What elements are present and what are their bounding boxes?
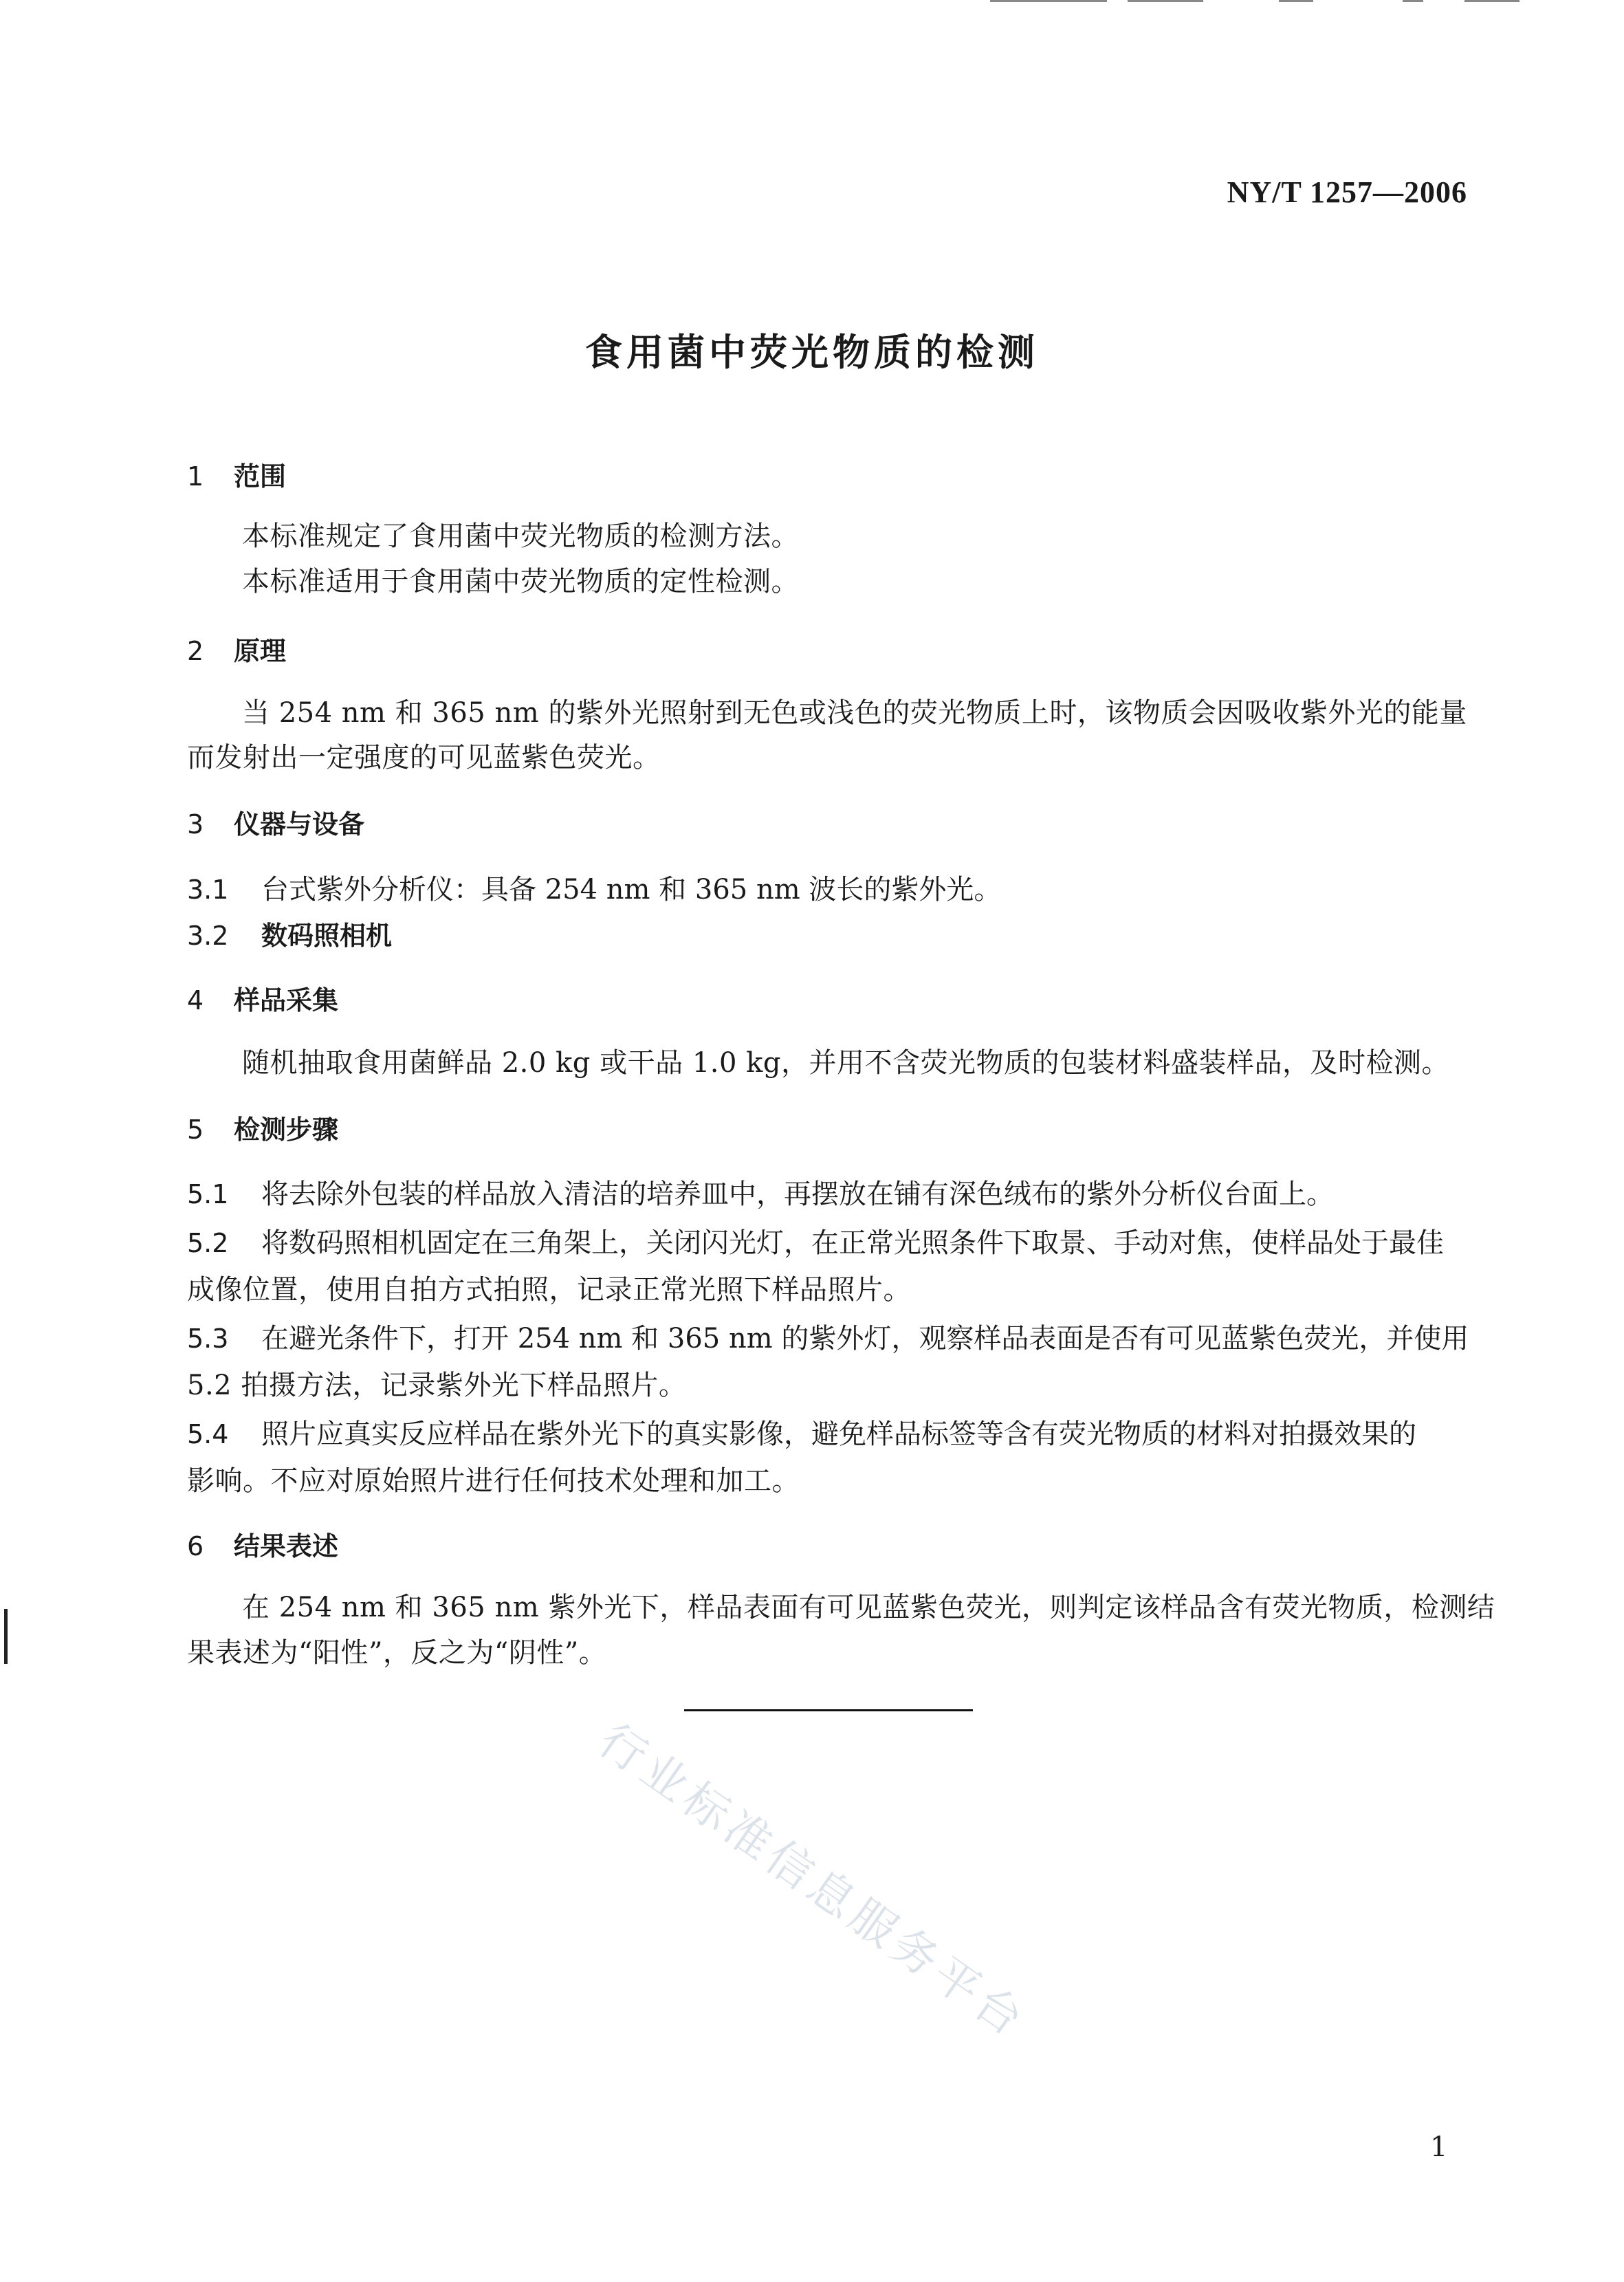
section-heading-5 — [187, 1108, 338, 1146]
end-rule — [684, 1709, 973, 1711]
clause-5-3 — [187, 1317, 1469, 1356]
section-number: 4 — [187, 985, 204, 1016]
paragraph: 随机抽取食用菌鲜品 2.0 kg 或干品 1.0 kg，并用不含荧光物质的包装材料盛装样品，及时检测。 — [242, 1047, 1449, 1079]
scan-artifact — [1403, 0, 1423, 2]
watermark: 行业标准信息服务平台 — [589, 1713, 1037, 2049]
clause-number: 3.1 — [187, 875, 229, 905]
scan-artifact — [1279, 0, 1313, 2]
section-title: 仪器与设备 — [234, 809, 365, 840]
scan-artifact — [1128, 0, 1203, 2]
section-heading-2 — [187, 630, 286, 668]
clause-number: 5.4 — [187, 1419, 229, 1449]
clause-3-2 — [187, 914, 392, 952]
section-heading-6 — [187, 1525, 338, 1563]
clause-text: 将去除外包装的样品放入清洁的培养皿中，再摆放在铺有深色绒布的紫外分析仪台面上。 — [261, 1178, 1334, 1210]
clause-number: 5.2 — [187, 1228, 229, 1258]
section-heading-3 — [187, 803, 364, 841]
clause-number: 5.1 — [187, 1179, 229, 1209]
section-heading-1 — [187, 455, 286, 493]
clause-text: 数码照相机 — [261, 921, 393, 951]
paragraph: 当 254 nm 和 365 nm 的紫外光照射到无色或浅色的荧光物质上时，该物质会因吸收紫外光的能量 — [242, 697, 1467, 729]
clause-text: 将数码照相机固定在三角架上，关闭闪光灯，在正常光照条件下取景、手动对焦，使样品处于最佳 — [261, 1227, 1444, 1259]
paragraph: 而发射出一定强度的可见蓝紫色荧光。 — [187, 742, 661, 774]
clause-5-1 — [187, 1172, 1334, 1211]
scan-artifact — [4, 1609, 8, 1664]
section-number: 1 — [187, 461, 204, 492]
clause-5-4 — [187, 1412, 1416, 1451]
clause-3-1 — [187, 868, 1001, 907]
paragraph: 本标准规定了食用菌中荧光物质的检测方法。 — [242, 520, 799, 552]
clause-number: 5.3 — [187, 1324, 229, 1354]
section-number: 5 — [187, 1115, 204, 1145]
clause-text: 台式紫外分析仪：具备 254 nm 和 365 nm 波长的紫外光。 — [261, 874, 1002, 906]
section-number: 6 — [187, 1531, 204, 1561]
paragraph: 果表述为“阳性”，反之为“阴性”。 — [187, 1637, 607, 1669]
section-title: 样品采集 — [234, 985, 339, 1016]
scan-artifact — [990, 0, 1107, 2]
section-title: 原理 — [234, 636, 287, 666]
paragraph: 成像位置，使用自拍方式拍照，记录正常光照下样品照片。 — [187, 1274, 911, 1306]
section-title: 范围 — [234, 461, 287, 492]
section-number: 3 — [187, 809, 204, 840]
paragraph: 影响。不应对原始照片进行任何技术处理和加工。 — [187, 1465, 800, 1497]
section-heading-4 — [187, 979, 338, 1017]
clause-text: 在避光条件下，打开 254 nm 和 365 nm 的紫外灯，观察样品表面是否有可见蓝紫色荧光，并使用 — [261, 1323, 1469, 1354]
document-title: 食用菌中荧光物质的检测 — [585, 331, 1039, 374]
clause-5-2 — [187, 1221, 1444, 1260]
section-title: 结果表述 — [234, 1531, 339, 1561]
page-number: 1 — [1430, 2131, 1448, 2163]
clause-text: 照片应真实反应样品在紫外光下的真实影像，避免样品标签等含有荧光物质的材料对拍摄效果的 — [261, 1418, 1416, 1450]
section-number: 2 — [187, 636, 204, 666]
section-title: 检测步骤 — [234, 1115, 339, 1145]
paragraph: 5.2 拍摄方法，记录紫外光下样品照片。 — [187, 1370, 687, 1401]
scan-artifact — [1464, 0, 1519, 2]
paragraph: 在 254 nm 和 365 nm 紫外光下，样品表面有可见蓝紫色荧光，则判定该样品含有荧光物质，检测结 — [242, 1592, 1495, 1623]
standard-number: NY/T 1257—2006 — [1227, 175, 1467, 209]
paragraph: 本标准适用于食用菌中荧光物质的定性检测。 — [242, 566, 799, 597]
clause-number: 3.2 — [187, 921, 229, 951]
